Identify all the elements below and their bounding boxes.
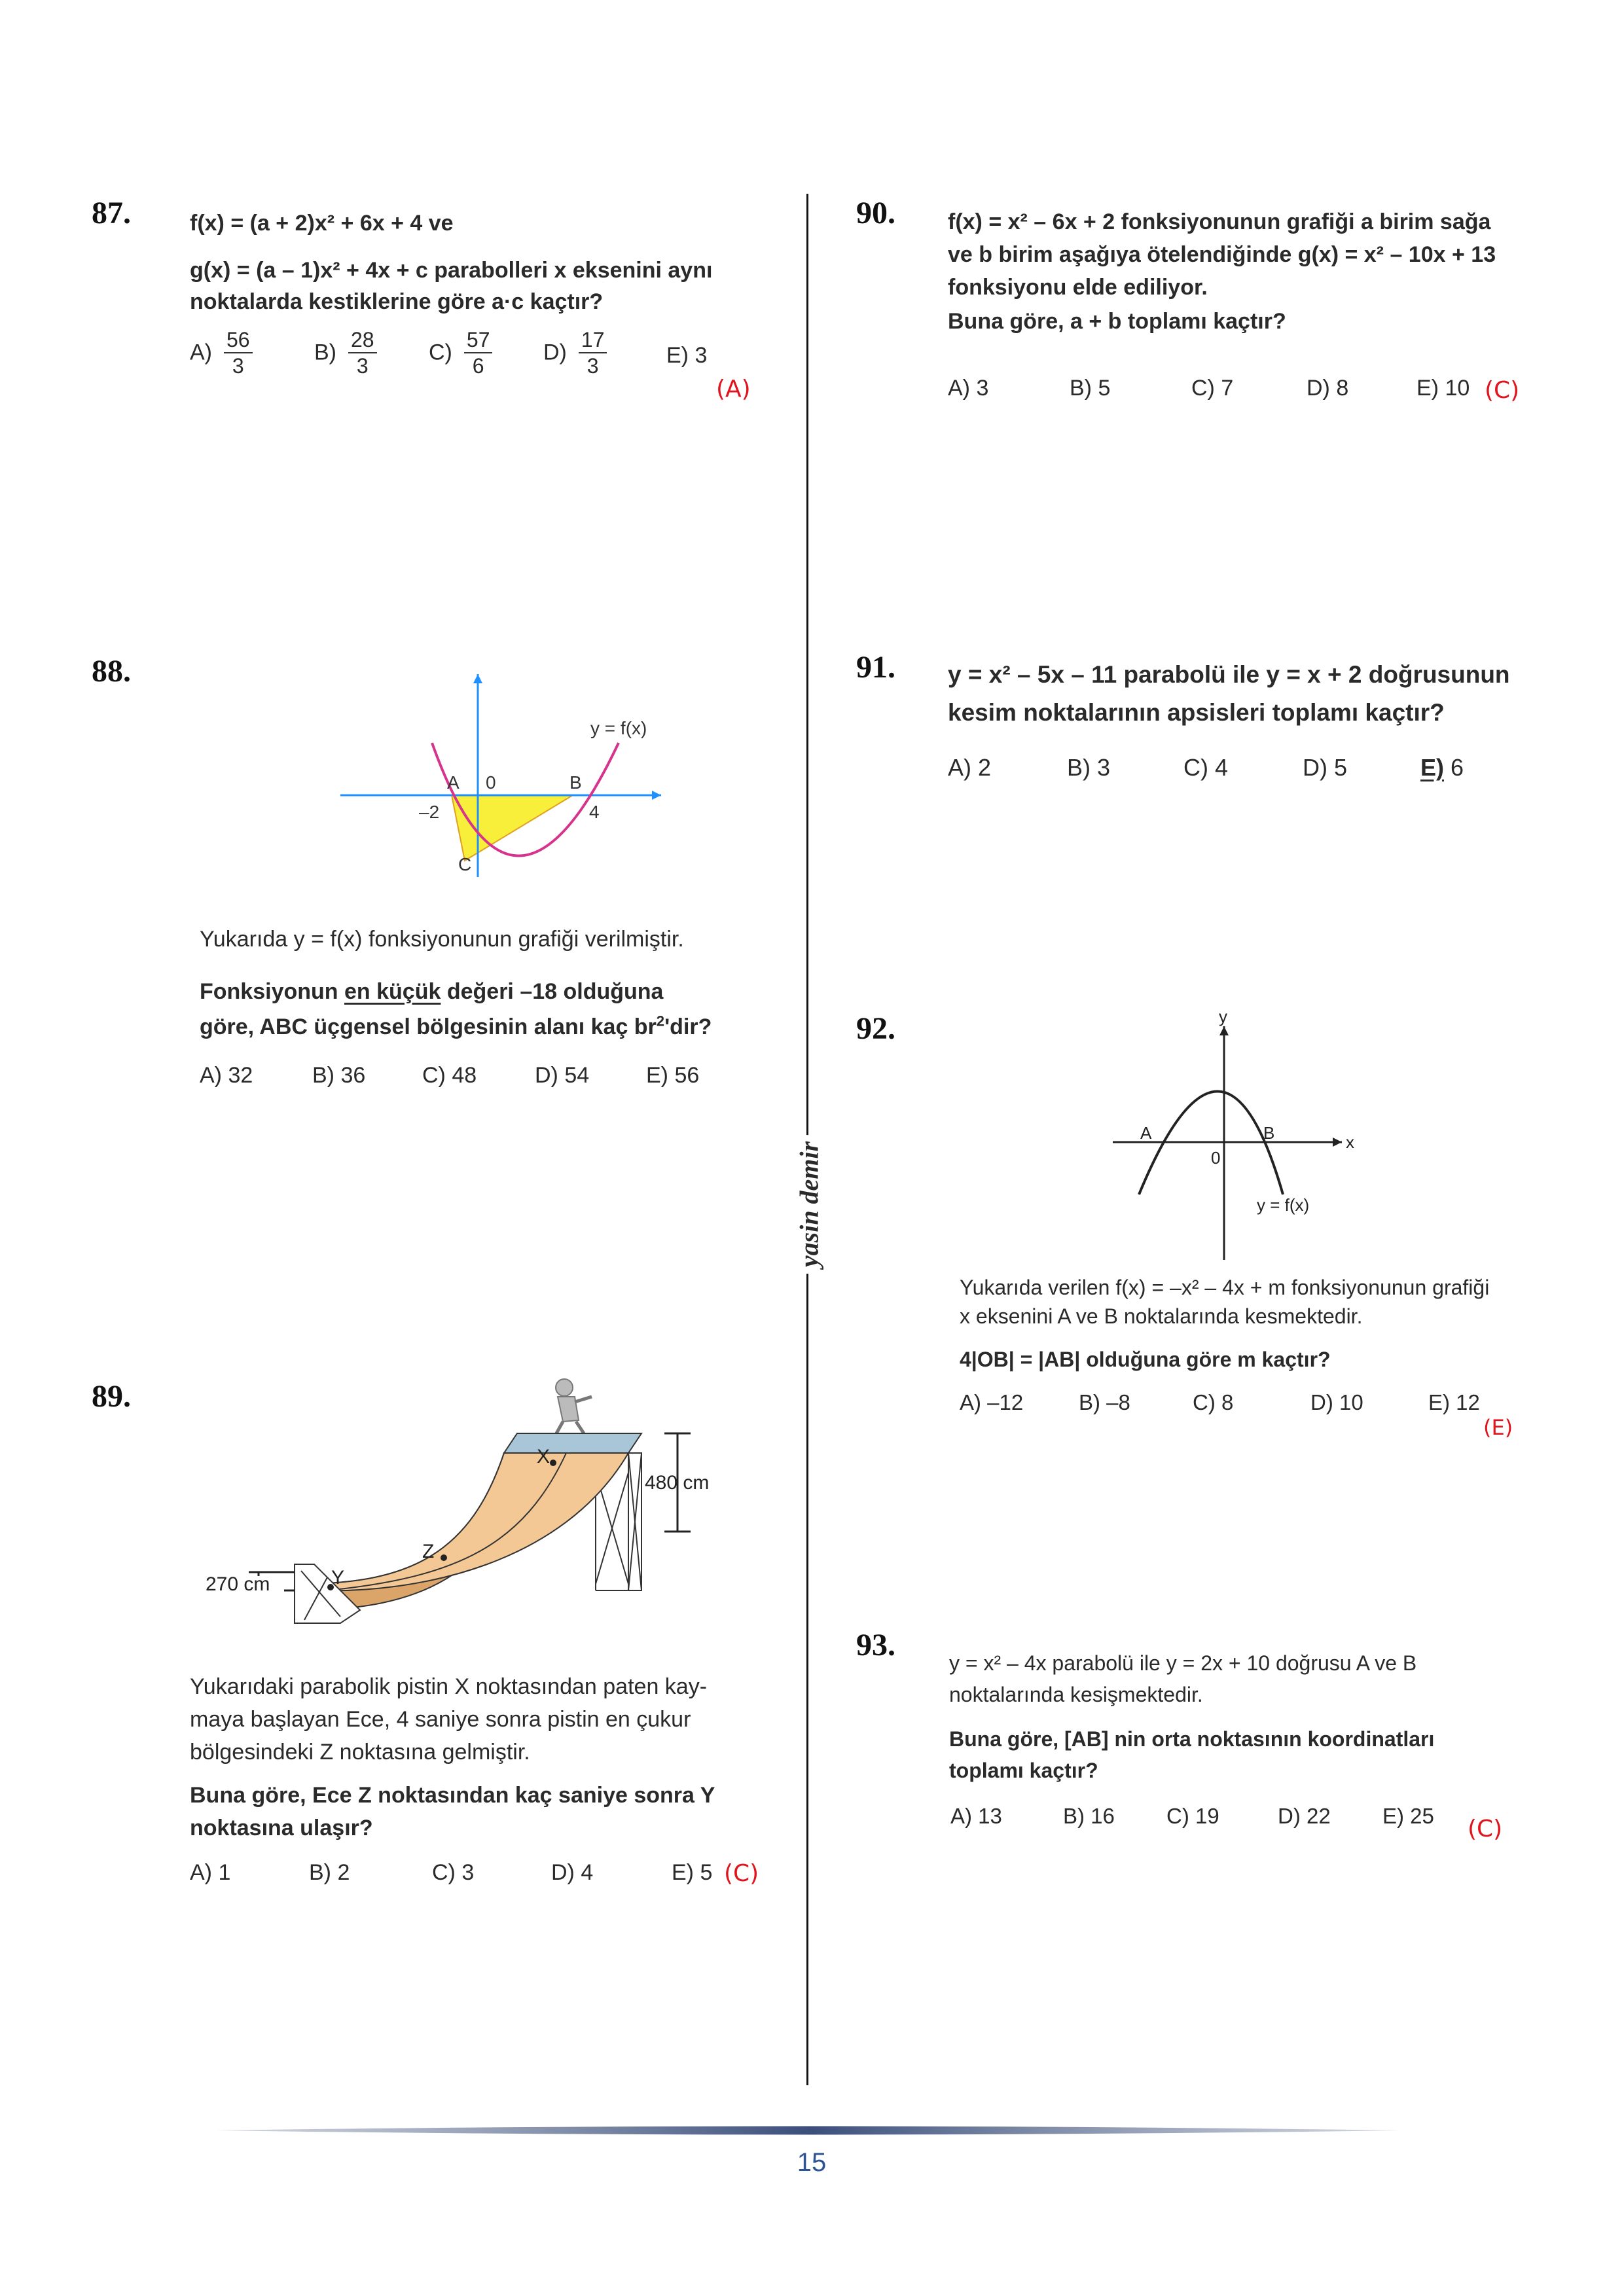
q93-number: 93. (856, 1628, 895, 1662)
q88-option-e[interactable]: E) 56 (646, 1063, 700, 1088)
q89-option-d[interactable]: D) 4 (551, 1860, 594, 1885)
q92-option-e[interactable]: E) 12 (1428, 1390, 1480, 1414)
q88-func-label: y = f(x) (590, 718, 647, 738)
q90-option-d[interactable]: D) 8 (1307, 376, 1349, 401)
q90-answer: (C) (1485, 377, 1520, 404)
q87-option-e[interactable]: E) 3 (666, 343, 708, 368)
q91-option-c[interactable]: C) 4 (1183, 754, 1229, 781)
q92-label-zero: 0 (1211, 1148, 1221, 1168)
q92-graph (1100, 1008, 1362, 1263)
q93-option-b[interactable]: B) 16 (1063, 1804, 1115, 1828)
q93-option-e[interactable]: E) 25 (1382, 1804, 1434, 1828)
q92-label-b: B (1263, 1123, 1275, 1143)
ramp-platform (504, 1433, 641, 1453)
q92-line3: 4|OB| = |AB| olduğuna göre m kaçtır? (960, 1348, 1331, 1371)
q88-label-zero: 0 (486, 772, 496, 793)
q89-answer: (C) (724, 1860, 759, 1887)
q91-option-a[interactable]: A) 2 (948, 754, 992, 781)
q87-option-c[interactable]: C) $\frac{57}{6}$ (429, 327, 492, 378)
q89-ramp-figure (196, 1368, 772, 1656)
q90-line1: f(x) = x² – 6x + 2 fonksiyonunun grafiği a birim sağa (948, 209, 1491, 234)
q88-triangle-abc (452, 795, 573, 861)
q88-graph (340, 661, 681, 884)
q89-option-c[interactable]: C) 3 (432, 1860, 475, 1885)
q87-number: 87. (92, 196, 131, 230)
author-text: yasin demir (794, 1135, 825, 1274)
q93-line1: y = x² – 4x parabolü ile y = 2x + 10 doğrusu A ve B (949, 1651, 1417, 1675)
q89-line2: maya başlayan Ece, 4 saniye sonra pistin en çukur (190, 1707, 691, 1732)
label-480cm: 480 cm (645, 1472, 710, 1494)
point-z (441, 1554, 447, 1561)
point-x (550, 1460, 556, 1466)
q89-line3: bölgesindeki Z noktasına gelmiştir. (190, 1740, 530, 1765)
q92-line1: Yukarıda verilen f(x) = –x² – 4x + m fonksiyonunun grafiği (960, 1276, 1490, 1299)
q93-answer: (C) (1468, 1816, 1503, 1842)
q87-option-d[interactable]: D) $\frac{17}{3}$ (543, 327, 607, 378)
label-x: X (537, 1446, 550, 1467)
q90-option-c[interactable]: C) 7 (1191, 376, 1234, 401)
q88-line1: Yukarıda y = f(x) fonksiyonunun grafiği verilmiştir. (200, 927, 684, 952)
q87-option-a[interactable]: A) $\frac{56}{3}$ (190, 327, 253, 378)
q91-option-e[interactable]: E) 6 (1420, 754, 1464, 781)
footer-divider (216, 2126, 1401, 2135)
q92-number: 92. (856, 1011, 895, 1046)
q87-line1: f(x) = (a + 2)x² + 6x + 4 ve (190, 211, 454, 236)
q92-option-b[interactable]: B) –8 (1079, 1390, 1130, 1414)
q93-line2: noktalarında kesişmektedir. (949, 1683, 1203, 1706)
q88-option-a[interactable]: A) 32 (200, 1063, 253, 1088)
ramp-surface (301, 1453, 628, 1590)
q87-line2: g(x) = (a – 1)x² + 4x + c parabolleri x eksenini aynı (190, 258, 713, 283)
label-270cm: 270 cm (206, 1573, 270, 1595)
q91-line2: kesim noktalarının apsisleri toplamı kaçtır? (948, 699, 1445, 726)
q87-answer: (A) (716, 376, 751, 403)
q91-line1: y = x² – 5x – 11 parabolü ile y = x + 2 doğrusunun (948, 661, 1510, 688)
q92-option-c[interactable]: C) 8 (1193, 1390, 1234, 1414)
q89-option-b[interactable]: B) 2 (309, 1860, 350, 1885)
q90-option-a[interactable]: A) 3 (948, 376, 989, 401)
q88-label-4: 4 (589, 802, 600, 822)
q92-option-d[interactable]: D) 10 (1310, 1390, 1363, 1414)
q89-number: 89. (92, 1379, 131, 1414)
label-z: Z (422, 1541, 435, 1562)
q89-line5: noktasına ulaşır? (190, 1816, 373, 1840)
q90-line3: fonksiyonu elde ediliyor. (948, 275, 1208, 300)
q90-number: 90. (856, 196, 895, 230)
q93-option-a[interactable]: A) 13 (950, 1804, 1002, 1828)
q91-option-d[interactable]: D) 5 (1303, 754, 1348, 781)
q92-label-x: x (1346, 1132, 1354, 1152)
q92-line2: x eksenini A ve B noktalarında kesmektedir. (960, 1304, 1363, 1328)
q90-line4: Buna göre, a + b toplamı kaçtır? (948, 309, 1286, 334)
q92-label-y: y (1219, 1008, 1227, 1026)
author-label (783, 1080, 835, 1329)
q88-option-d[interactable]: D) 54 (535, 1063, 590, 1088)
page-number: 15 (797, 2148, 827, 2177)
q87-option-b[interactable]: B) $\frac{28}{3}$ (314, 327, 377, 378)
q93-option-d[interactable]: D) 22 (1278, 1804, 1331, 1828)
q88-label-c: C (458, 854, 472, 874)
q92-answer: (E) (1483, 1415, 1513, 1440)
q88-option-b[interactable]: B) 36 (312, 1063, 366, 1088)
q89-option-a[interactable]: A) 1 (190, 1860, 231, 1885)
q90-option-b[interactable]: B) 5 (1070, 376, 1111, 401)
q91-number: 91. (856, 650, 895, 685)
q90-option-e[interactable]: E) 10 (1416, 376, 1470, 401)
q92-func-label: y = f(x) (1257, 1195, 1310, 1215)
q93-line3: Buna göre, [AB] nin orta noktasının koordinatları (949, 1727, 1435, 1751)
q89-line1: Yukarıdaki parabolik pistin X noktasından paten kay- (190, 1674, 708, 1699)
skater-icon (556, 1379, 592, 1433)
q88-label-a: A (447, 772, 460, 793)
q89-option-e[interactable]: E) 5 (672, 1860, 713, 1885)
q92-label-a: A (1140, 1123, 1152, 1143)
q91-option-b[interactable]: B) 3 (1067, 754, 1111, 781)
q88-label-b: B (569, 772, 582, 793)
q93-line4: toplamı kaçtır? (949, 1759, 1098, 1782)
q87-line3: noktalarda kestiklerine göre a·c kaçtır? (190, 289, 604, 314)
q90-line2: ve b birim aşağıya ötelendiğinde g(x) = x² – 10x + 13 (948, 242, 1496, 267)
q89-line4: Buna göre, Ece Z noktasından kaç saniye sonra Y (190, 1783, 715, 1808)
q88-option-c[interactable]: C) 48 (422, 1063, 477, 1088)
q88-number: 88. (92, 654, 131, 689)
q92-option-a[interactable]: A) –12 (960, 1390, 1024, 1414)
q93-option-c[interactable]: C) 19 (1166, 1804, 1219, 1828)
q88-label-m2: –2 (419, 802, 440, 822)
q88-line3: göre, ABC üçgensel bölgesinin alanı kaç $br^2'dir$? (200, 1013, 712, 1039)
q88-line2: Fonksiyonun en küçük değeri –18 olduğuna (200, 979, 664, 1004)
label-y: Y (331, 1567, 345, 1588)
